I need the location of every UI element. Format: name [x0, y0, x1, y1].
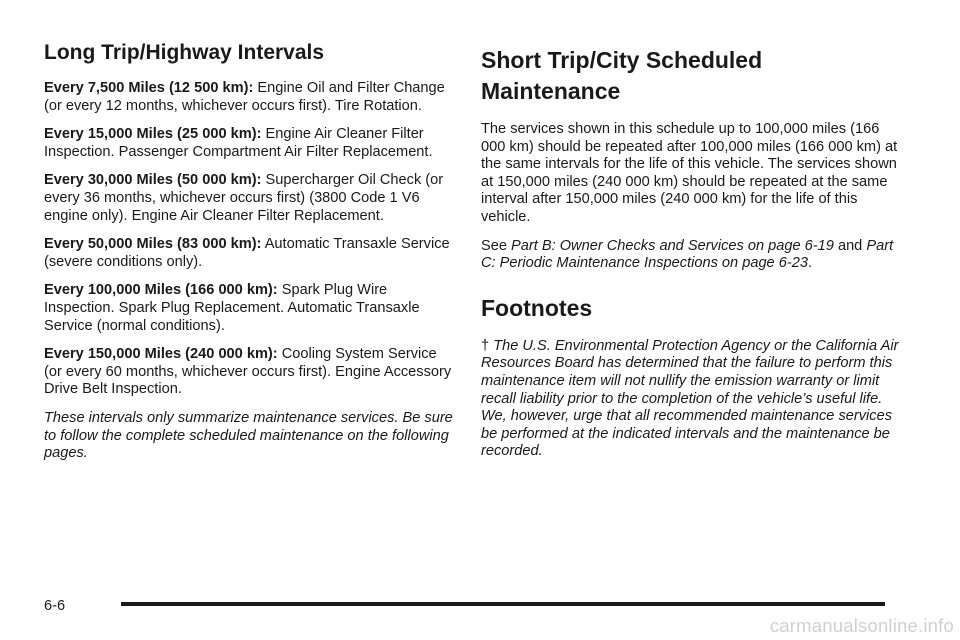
interval-text: Spark Plug Wire Inspection. Spark Plug Replacement. Automatic Transaxle Service (normal conditions).: [44, 282, 420, 334]
section-title-short-trip: [481, 45, 901, 107]
interval-lead: Every 150,000 Miles (240 000 km):: [44, 346, 278, 363]
interval-lead: Every 30,000 Miles (50 000 km):: [44, 172, 262, 189]
page-number: 6-6: [44, 598, 66, 614]
interval-lead: Every 50,000 Miles (83 000 km):: [44, 236, 262, 253]
footnote-text: The U.S. Environmental Protection Agency or the California Air Resources Board has determined that the failure to perform this maintenance item will not nullify the emission warranty or limit recall liability prior to the completion of the vehicle’s useful life. We, however, urge that all recommended maintenance services be performed at the indicated intervals and the maintenance be recorded.: [481, 337, 899, 460]
reference-part-c-link[interactable]: Part C: Periodic Maintenance Inspections on page 6-23: [481, 237, 894, 272]
reference-part-b-link[interactable]: Part B: Owner Checks and Services on page 6-19: [511, 237, 834, 254]
interval-text: Engine Air Cleaner Filter Inspection. Passenger Compartment Air Filter Replacement.: [44, 126, 433, 160]
section-title-footnotes: Footnotes: [481, 294, 593, 321]
right-column: [481, 38, 901, 472]
summary-note: These intervals only summarize maintenance services. Be sure to follow the complete scheduled maintenance on the following pages.: [44, 409, 453, 462]
watermark: carmanualsonline.info: [769, 615, 954, 636]
schedule-body: The services shown in this schedule up to 100,000 miles (166 000 km) should be repeated after 100,000 miles (166 000 km) at the same intervals for the life of this vehicle. The services shown at 150,000 miles (240 000 km) should be repeated at the same interval after 150,000 miles (240 000 km) for the life of this vehicle.: [481, 121, 898, 225]
interval-text: Supercharger Oil Check (or every 36 months, whichever occurs first) (3800 Code 1 V6 engine only). Engine Air Cleaner Filter Replacement.: [44, 172, 444, 224]
interval-text: Cooling System Service (or every 60 months, whichever occurs first). Engine Accessory Drive Belt Inspection.: [44, 346, 452, 398]
interval-50000: [44, 236, 456, 271]
left-column: [44, 38, 456, 474]
see-and: and: [837, 237, 863, 254]
interval-30000: [44, 172, 456, 225]
see-suffix: .: [807, 255, 813, 272]
interval-15000: [44, 126, 456, 161]
interval-lead: Every 7,500 Miles (12 500 km):: [44, 80, 254, 96]
title-line-1: Short Trip/City Scheduled: [481, 47, 763, 73]
interval-text: Automatic Transaxle Service (severe conditions only).: [44, 236, 450, 270]
see-references: [481, 238, 901, 273]
interval-text: Engine Oil and Filter Change (or every 12 months, whichever occurs first). Tire Rotation.: [44, 80, 445, 114]
interval-lead: Every 100,000 Miles (166 000 km):: [44, 282, 278, 299]
interval-7500: [44, 80, 456, 115]
footer-divider: [121, 602, 885, 606]
interval-100000: [44, 282, 456, 335]
interval-150000: [44, 346, 456, 399]
footnote: [481, 338, 901, 461]
dagger-mark: †: [481, 337, 490, 354]
section-title-long-trip: Long Trip/Highway Intervals: [44, 41, 325, 64]
interval-lead: Every 15,000 Miles (25 000 km):: [44, 126, 262, 143]
see-prefix: See: [481, 237, 507, 254]
title-line-2: Maintenance: [481, 78, 621, 104]
